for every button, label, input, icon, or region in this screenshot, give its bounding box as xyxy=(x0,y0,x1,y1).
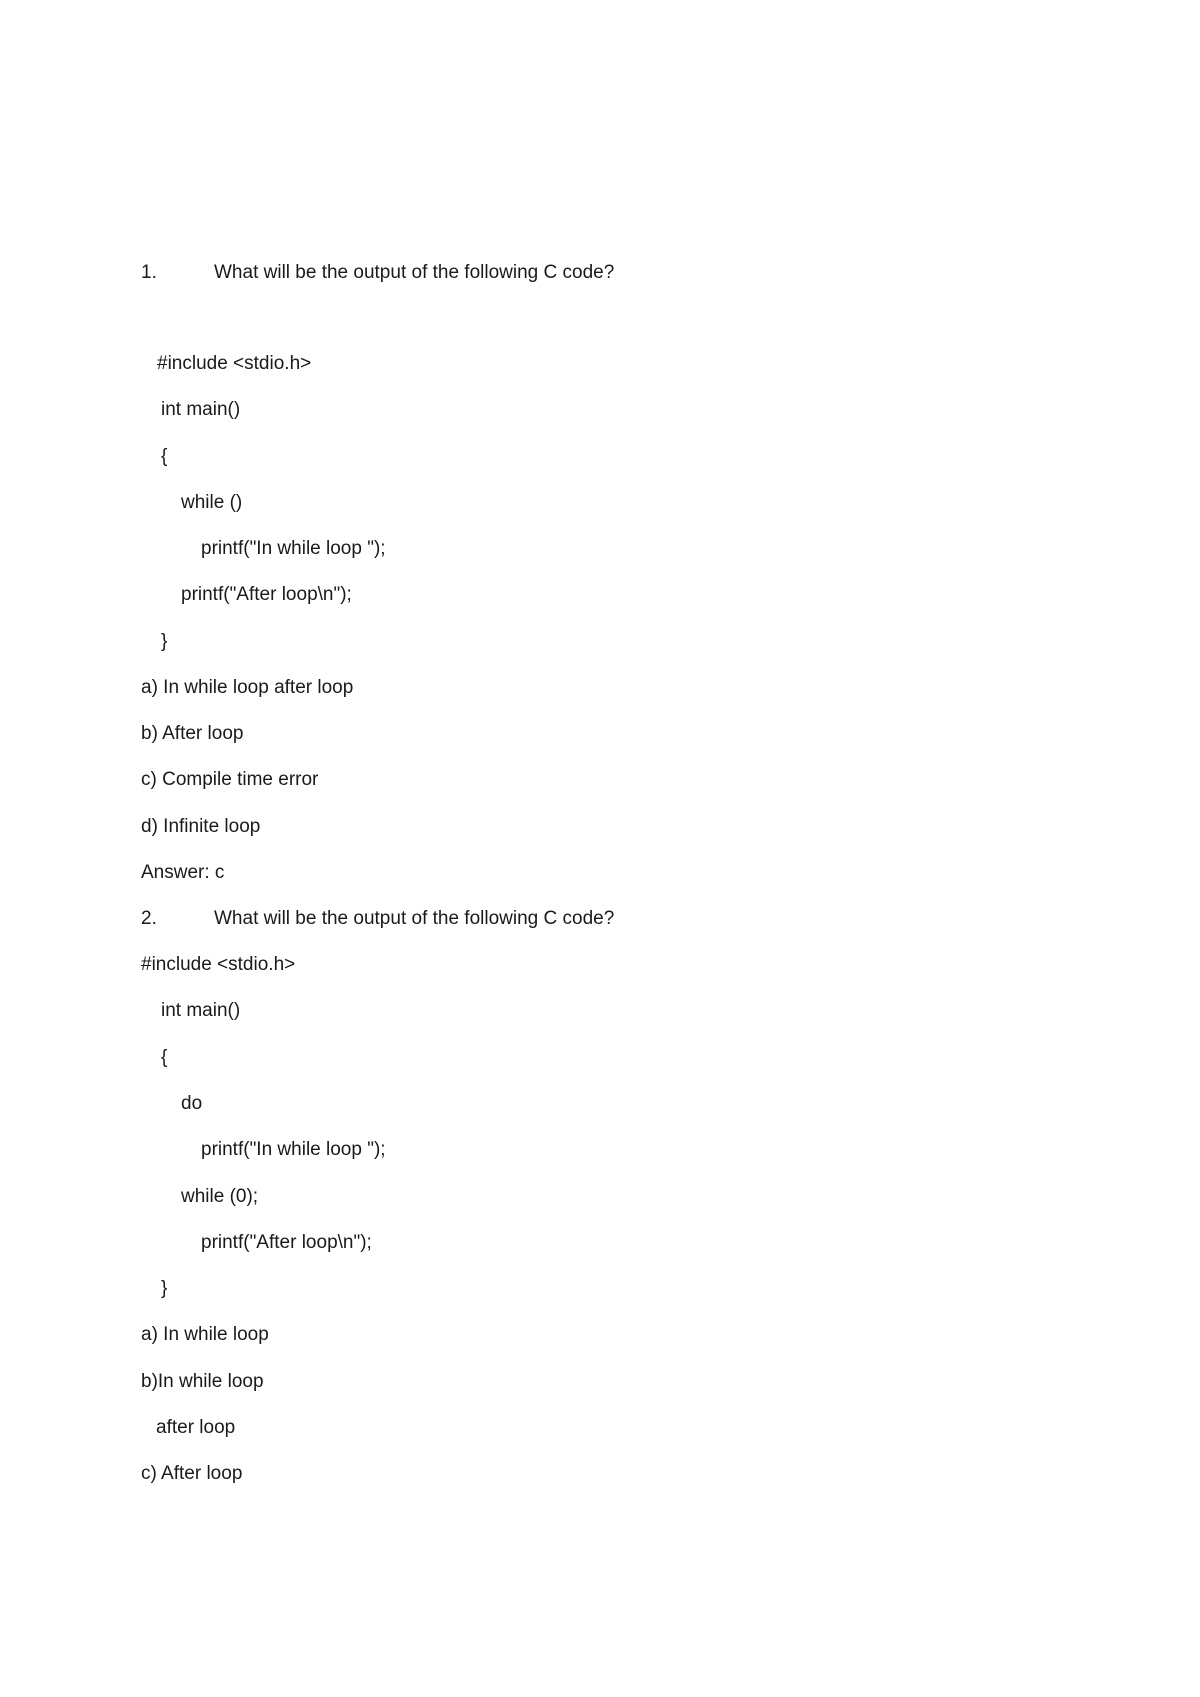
q2-code-line: printf("In while loop "); xyxy=(201,1139,386,1160)
q1-option-b: b) After loop xyxy=(141,723,244,744)
q1-option-d: d) Infinite loop xyxy=(141,816,261,837)
q1-code-line: { xyxy=(161,446,168,467)
q2-option-b-continued: after loop xyxy=(156,1417,236,1438)
q1-code-line: printf("In while loop "); xyxy=(201,538,386,559)
q1-option-c: c) Compile time error xyxy=(141,769,319,790)
q1-answer: Answer: c xyxy=(141,862,225,883)
q1-option-a: a) In while loop after loop xyxy=(141,677,354,698)
q2-code-line: { xyxy=(161,1047,168,1068)
q2-code-line: #include <stdio.h> xyxy=(141,954,296,975)
q2-code-line: do xyxy=(181,1093,203,1114)
question-1-number: 1. xyxy=(141,262,157,283)
q2-code-line: printf("After loop\n"); xyxy=(201,1232,372,1253)
q1-code-line: int main() xyxy=(161,399,241,420)
question-2-prompt: What will be the output of the following C code? xyxy=(214,908,615,929)
q2-code-line: int main() xyxy=(161,1000,241,1021)
q1-code-line: while () xyxy=(181,492,243,513)
q2-option-a: a) In while loop xyxy=(141,1324,269,1345)
q2-code-line: while (0); xyxy=(181,1186,259,1207)
q1-code-line: } xyxy=(161,631,168,652)
question-2-number: 2. xyxy=(141,908,157,929)
question-1-prompt: What will be the output of the following C code? xyxy=(214,262,615,283)
q1-code-line: printf("After loop\n"); xyxy=(181,584,352,605)
q2-code-line: } xyxy=(161,1278,168,1299)
q2-option-c: c) After loop xyxy=(141,1463,243,1484)
q1-code-line: #include <stdio.h> xyxy=(157,353,312,374)
q2-option-b: b)In while loop xyxy=(141,1371,264,1392)
